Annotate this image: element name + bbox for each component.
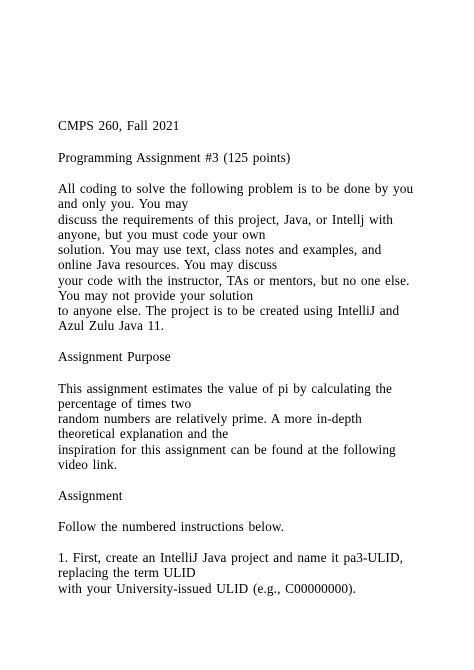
step-line: 1. First, create an IntelliJ Java project and name it pa3-ULID,	[58, 550, 404, 565]
purpose-line: inspiration for this assignment can be found at the following	[58, 442, 396, 457]
purpose-line: random numbers are relatively prime. A more in-depth	[58, 411, 362, 426]
policy-line: your code with the instructor, TAs or mentors, but no one else.	[58, 273, 410, 288]
course-line: CMPS 260, Fall 2021	[58, 118, 180, 133]
assignment-title: Programming Assignment #3 (125 points)	[58, 150, 291, 165]
instructions-intro: Follow the numbered instructions below.	[58, 519, 285, 534]
assignment-heading: Assignment	[58, 488, 123, 503]
policy-line: anyone, but you must code your own	[58, 227, 266, 242]
policy-line: solution. You may use text, class notes and examples, and	[58, 242, 382, 257]
purpose-line: This assignment estimates the value of pi by calculating the	[58, 381, 392, 396]
policy-line: You may not provide your solution	[58, 288, 254, 303]
step-line: with your University-issued ULID (e.g., C00000000).	[58, 581, 357, 596]
purpose-heading: Assignment Purpose	[58, 349, 171, 364]
policy-line: discuss the requirements of this project, Java, or Intellj with	[58, 212, 394, 227]
policy-line: to anyone else. The project is to be created using IntelliJ and	[58, 303, 400, 318]
step-line: replacing the term ULID	[58, 565, 196, 580]
purpose-line: video link.	[58, 457, 118, 472]
purpose-line: percentage of times two	[58, 396, 192, 411]
policy-line: and only you. You may	[58, 196, 189, 211]
policy-line: Azul Zulu Java 11.	[58, 318, 165, 333]
purpose-line: theoretical explanation and the	[58, 426, 229, 441]
policy-line: online Java resources. You may discuss	[58, 257, 278, 272]
policy-line: All coding to solve the following problem is to be done by you	[58, 181, 414, 196]
